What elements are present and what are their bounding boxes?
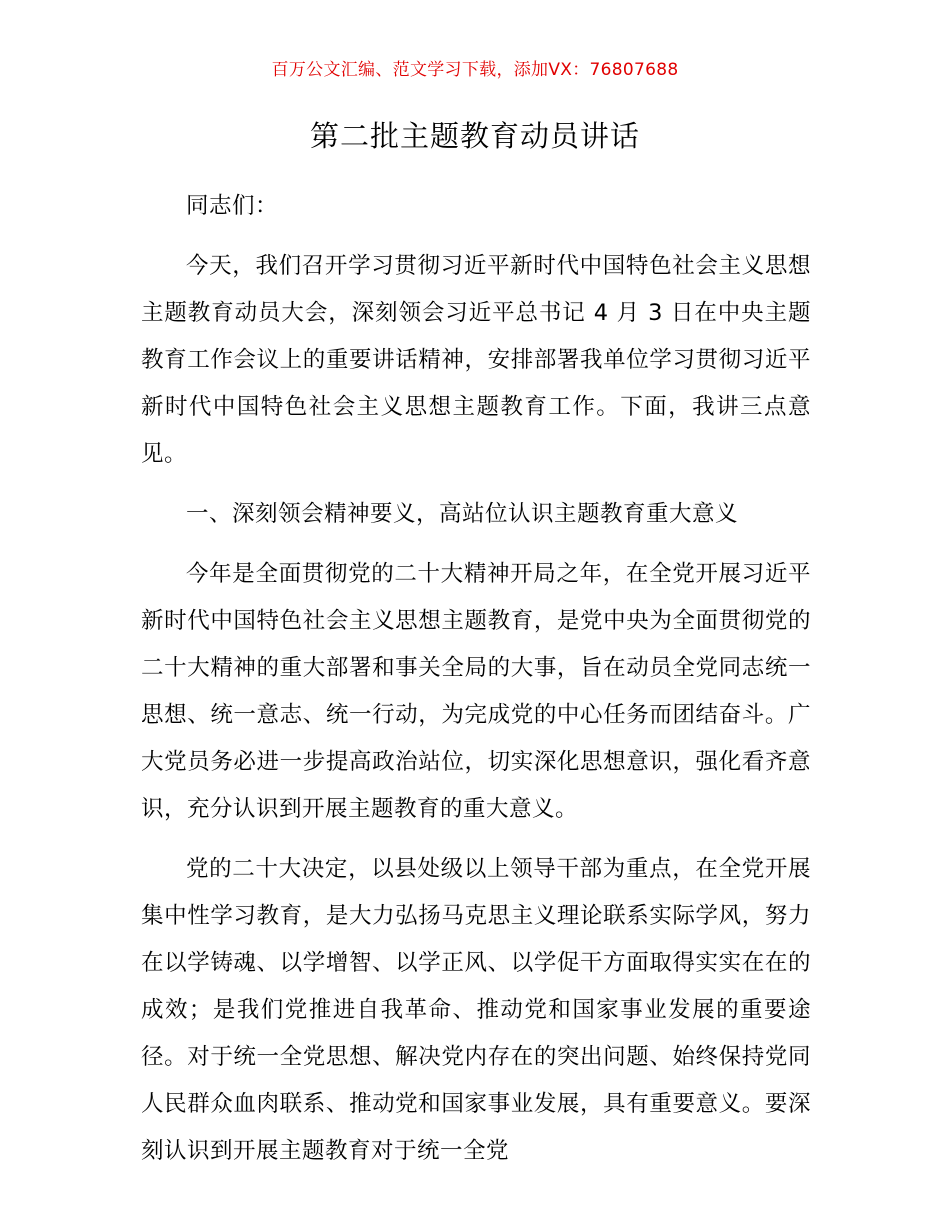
section-heading-1: 一、深刻领会精神要义，高站位认识主题教育重大意义 xyxy=(186,501,739,527)
body-paragraph-2: 党的二十大决定，以县处级以上领导干部为重点，在全党开展集中性学习教育，是大力弘扬马克思主义理论联系实际学风，努力在以学铸魂、以学增智、以学正风、以学促干方面取得实实在在的成效；是我们党推进自我革命、推动党和国家事业发展的重要途径。对于统一全党思想、解决党内存在的突出问题、始终保持党同人民群众血肉联系、推动党和国家事业发展，具有重要意义。要深刻认识到开展主题教育对于统一全党 xyxy=(141,856,811,1164)
watermark-header: 百万公文汇编、范文学习下载，添加VX：76807688 xyxy=(271,60,679,80)
intro-paragraph: 今天，我们召开学习贯彻习近平新时代中国特色社会主义思想主题教育动员大会，深刻领会习近平总书记 4 月 3 日在中央主题教育工作会议上的重要讲话精神，安排部署我单位学习贯彻习近平新时代中国特色社会主义思想主题教育工作。下面，我讲三点意见。 xyxy=(141,253,811,467)
salutation-paragraph: 同志们： xyxy=(186,193,279,219)
document-title: 第二批主题教育动员讲话 xyxy=(309,119,640,153)
body-paragraph-1: 今年是全面贯彻党的二十大精神开局之年，在全党开展习近平新时代中国特色社会主义思想主题教育，是党中央为全面贯彻党的二十大精神的重大部署和事关全局的大事，旨在动员全党同志统一思想、统一意志、统一行动，为完成党的中心任务而团结奋斗。广大党员务必进一步提高政治站位，切实深化思想意识，强化看齐意识，充分认识到开展主题教育的重大意义。 xyxy=(141,561,811,822)
document-body xyxy=(141,170,811,1175)
